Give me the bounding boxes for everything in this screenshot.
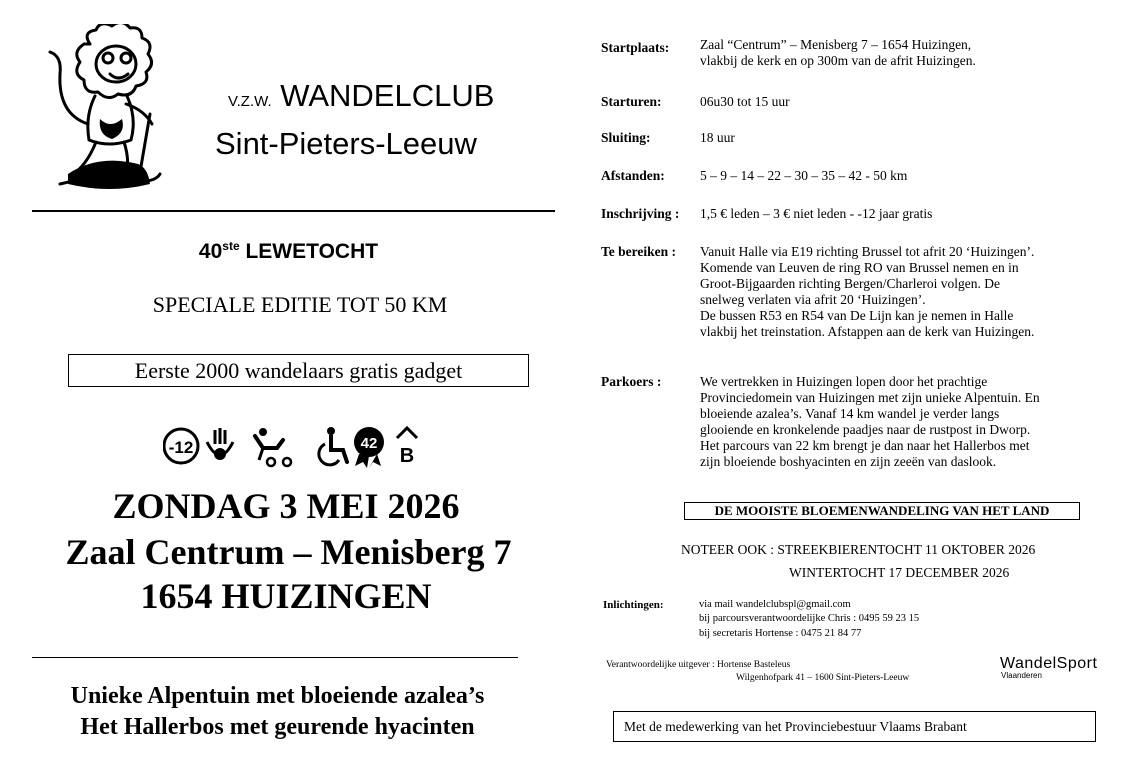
- startplaats-line: vlakbij de kerk en op 300m van de afrit Huizingen.: [700, 53, 976, 68]
- gadget-banner: Eerste 2000 wandelaars gratis gadget: [68, 354, 529, 387]
- cooperation-banner: Met de medewerking van het Provinciebestuur Vlaams Brabant: [613, 711, 1096, 742]
- event-city: 1654 HUIZINGEN: [140, 576, 432, 616]
- edition-number: 40: [198, 240, 223, 263]
- club-place: Sint-Pieters-Leeuw: [215, 126, 477, 161]
- bereiken-line: Groot-Bijgaarden richting Bergen/Charleroi volgen. De: [700, 276, 1001, 291]
- bereiken-label: Te bereiken :: [601, 244, 677, 259]
- club-prefix: V.Z.W.: [228, 93, 272, 110]
- club-name-line: [228, 78, 494, 114]
- startplaats-label: Startplaats:: [601, 40, 670, 55]
- bereiken-line: Komende van Leuven de ring RO van Brussel nemen en in: [700, 260, 1019, 275]
- tagline: Het Hallerbos met geurende hyacinten: [80, 714, 475, 740]
- sluiting-label: Sluiting:: [601, 130, 651, 145]
- notice-line: NOTEER OOK : STREEKBIERENTOCHT 11 OKTOBER 2026: [681, 542, 1036, 557]
- club-name: WANDELCLUB: [280, 78, 495, 113]
- publisher-line: Verantwoordelijke uitgever : Hortense Basteleus: [606, 660, 791, 670]
- bereiken-line: vlakbij het treinstation. Afstappen aan de kerk van Huizingen.: [700, 324, 1035, 339]
- parkoers-line: bloeiende azalea’s. Vanaf 14 km wandel je verder langs: [700, 406, 1000, 421]
- parkoers-line: Provinciedomein van Huizingen met zijn unieke Alpentuin. En: [700, 390, 1040, 405]
- event-venue: Zaal Centrum – Menisberg 7: [65, 532, 512, 572]
- edition-name: LEWETOCHT: [245, 240, 379, 263]
- 42-km-badge-text: 42: [360, 435, 378, 452]
- lion-mascot-logo: [40, 24, 190, 199]
- bereiken-line: De bussen R53 en R54 van De Lijn kan je nemen in Halle: [700, 308, 1014, 323]
- bereiken-line: snelweg verlaten via afrit 20 ‘Huizingen’.: [700, 292, 926, 307]
- info-contact: bij secretaris Hortense : 0475 21 84 77: [699, 628, 862, 639]
- afstanden-value: 5 – 9 – 14 – 22 – 30 – 35 – 42 - 50 km: [700, 168, 908, 183]
- starturen-label: Starturen:: [601, 94, 662, 109]
- age-12-icon: [164, 429, 198, 463]
- sluiting-value: 18 uur: [700, 130, 735, 145]
- event-date: ZONDAG 3 MEI 2026: [112, 486, 460, 526]
- inschrijving-label: Inschrijving :: [601, 206, 680, 221]
- stroller-icon: [255, 428, 291, 466]
- info-contact: bij parcoursverantwoordelijke Chris : 0495 59 23 15: [699, 613, 920, 624]
- facility-icons: [163, 424, 423, 468]
- notice-line: WINTERTOCHT 17 DECEMBER 2026: [789, 565, 1010, 580]
- startplaats-value: [700, 37, 976, 69]
- wandelsport-logo-sub: Vlaanderen: [1001, 671, 1042, 680]
- wandelsport-logo: WandelSport: [1000, 655, 1098, 672]
- wheelchair-icon: [319, 427, 347, 465]
- dog-allowed-icon: [207, 428, 233, 460]
- starturen-value: 06u30 tot 15 uur: [700, 94, 790, 109]
- inschrijving-value: 1,5 € leden – 3 € niet leden - -12 jaar gratis: [700, 206, 933, 221]
- parkoers-line: Het parcours van 22 km brengt je dan naar het Hallerbos met: [700, 438, 1030, 453]
- b-label-icon: [397, 428, 417, 467]
- parkoers-line: glooiende en kronkelende paadjes naar de rustpost in Dworp.: [700, 422, 1031, 437]
- special-edition: SPECIALE EDITIE TOT 50 KM: [152, 292, 448, 317]
- bereiken-line: Vanuit Halle via E19 richting Brussel tot afrit 20 ‘Huizingen’.: [700, 244, 1035, 259]
- divider: [32, 657, 518, 658]
- afstanden-label: Afstanden:: [601, 168, 665, 183]
- age-12-text: -12: [168, 438, 194, 457]
- b-label-text: B: [399, 445, 415, 467]
- tagline: Unieke Alpentuin met bloeiende azalea’s: [70, 683, 485, 709]
- parkoers-line: We vertrekken in Huizingen lopen door het prachtige: [700, 374, 988, 389]
- divider: [32, 210, 555, 212]
- bereiken-value: [700, 244, 1034, 340]
- highlight-banner: DE MOOISTE BLOEMENWANDELING VAN HET LAND: [684, 502, 1080, 520]
- parkoers-line: zijn bloeiende boshyacinten en zijn zeeën van daslook.: [700, 454, 997, 469]
- edition-suffix: ste: [222, 239, 240, 253]
- publisher-line: Wilgenhofpark 41 – 1600 Sint-Pieters-Leeuw: [736, 673, 910, 683]
- parkoers-value: [700, 374, 1040, 470]
- 42-km-badge-icon: [354, 427, 384, 468]
- edition-title: [0, 239, 577, 264]
- info-email: via mail wandelclubspl@gmail.com: [699, 599, 851, 610]
- startplaats-line: Zaal “Centrum” – Menisberg 7 – 1654 Huizingen,: [700, 37, 972, 52]
- parkoers-label: Parkoers :: [601, 374, 662, 389]
- info-label: Inlichtingen:: [603, 599, 664, 611]
